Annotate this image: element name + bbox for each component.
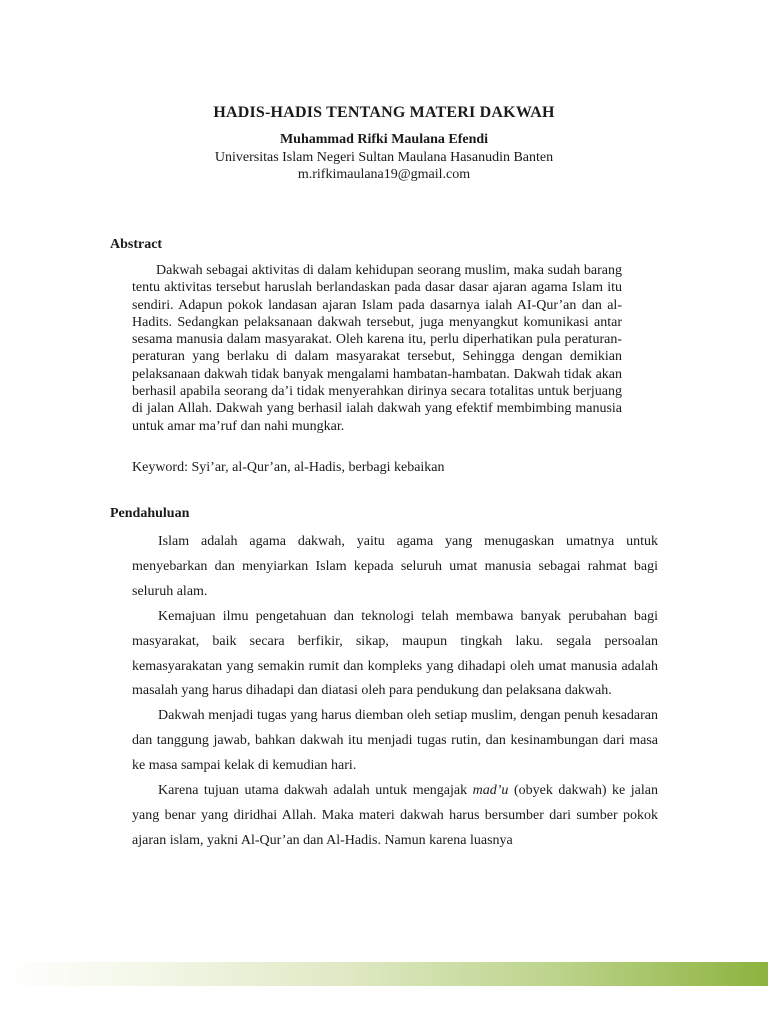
madu-term: mad’u [472, 783, 509, 799]
keywords-line: Keyword: Syi’ar, al-Qur’an, al-Hadis, berbagi kebaikan [132, 460, 445, 475]
intro-paragraph-3: Dakwah menjadi tugas yang harus diemban oleh setiap muslim, dengan penuh kesadaran dan tanggung jawab, bahkan dakwah itu menjadi tugas rutin, dan kesinambungan dari masa ke masa sampai kelak di kemudian hari. [132, 708, 658, 774]
author-email: m.rifkimaulana19@gmail.com [297, 167, 471, 182]
introduction-heading: Pendahuluan [110, 506, 190, 521]
intro-p4-text-end: (obyek dakwah) ke jalan yang benar yang diridhai Allah. Maka materi dakwah harus bersumber dari sumber pokok ajaran islam, yakni Al-Qur’an dan Al-Hadis. Namun karena luasnya [132, 783, 658, 848]
abstract-body: Dakwah sebagai aktivitas di dalam kehidupan seorang muslim, maka sudah barang tentu aktivitas tersebut haruslah berlandaskan pada dasar dasar ajaran agama Islam itu sendiri. Adapun pokok landasan ajaran Islam pada dasarnya ialah AI-Qur’an dan al-Hadits. Sedangkan pelaksanaan dakwah tersebut, juga menyangkut komunikasi antar sesama manusia dalam masyarakat. Oleh karena itu, perlu diperhatikan pula peraturan-peraturan yang berlaku di dalam masyarakat tersebut, Sehingga dengan demikian pelaksanaan dakwah tidak banyak mengalami hambatan-hambatan. Dakwah tidak akan berhasil apabila seorang da’i tidak menyerahkan dirinya secara totalitas untuk berjuang di jalan Allah. Dakwah yang berhasil ialah dakwah yang efektif membimbing manusia untuk amar ma’ruf dan nahi mungkar. [132, 263, 622, 434]
paper-title: HADIS-HADIS TENTANG MATERI DAKWAH [213, 104, 555, 121]
intro-p4-text-start: Karena tujuan utama dakwah adalah untuk mengajak [158, 783, 473, 799]
author-name: Muhammad Rifki Maulana Efendi [279, 132, 489, 147]
intro-paragraph-1: Islam adalah agama dakwah, yaitu agama yang menugaskan umatnya untuk menyebarkan dan menyiarkan Islam kepada seluruh umat manusia sebagai rahmat bagi seluruh alam. [132, 534, 658, 599]
intro-paragraph-4 [132, 779, 658, 854]
abstract-heading: Abstract [110, 237, 163, 252]
intro-paragraph-2: Kemajuan ilmu pengetahuan dan teknologi telah membawa banyak perubahan bagi masyarakat, baik secara berfikir, sikap, maupun tingkah laku. segala persoalan kemasyarakatan yang semakin rumit dan kompleks yang dihadapi oleh umat manusia adalah masalah yang harus dihadapi dan diatasi oleh para pendukung dan pelaksana dakwah. [132, 608, 658, 699]
author-affiliation: Universitas Islam Negeri Sultan Maulana Hasanudin Banten [214, 150, 554, 165]
footer-decorative-band [0, 962, 768, 986]
introduction-body [132, 530, 658, 854]
